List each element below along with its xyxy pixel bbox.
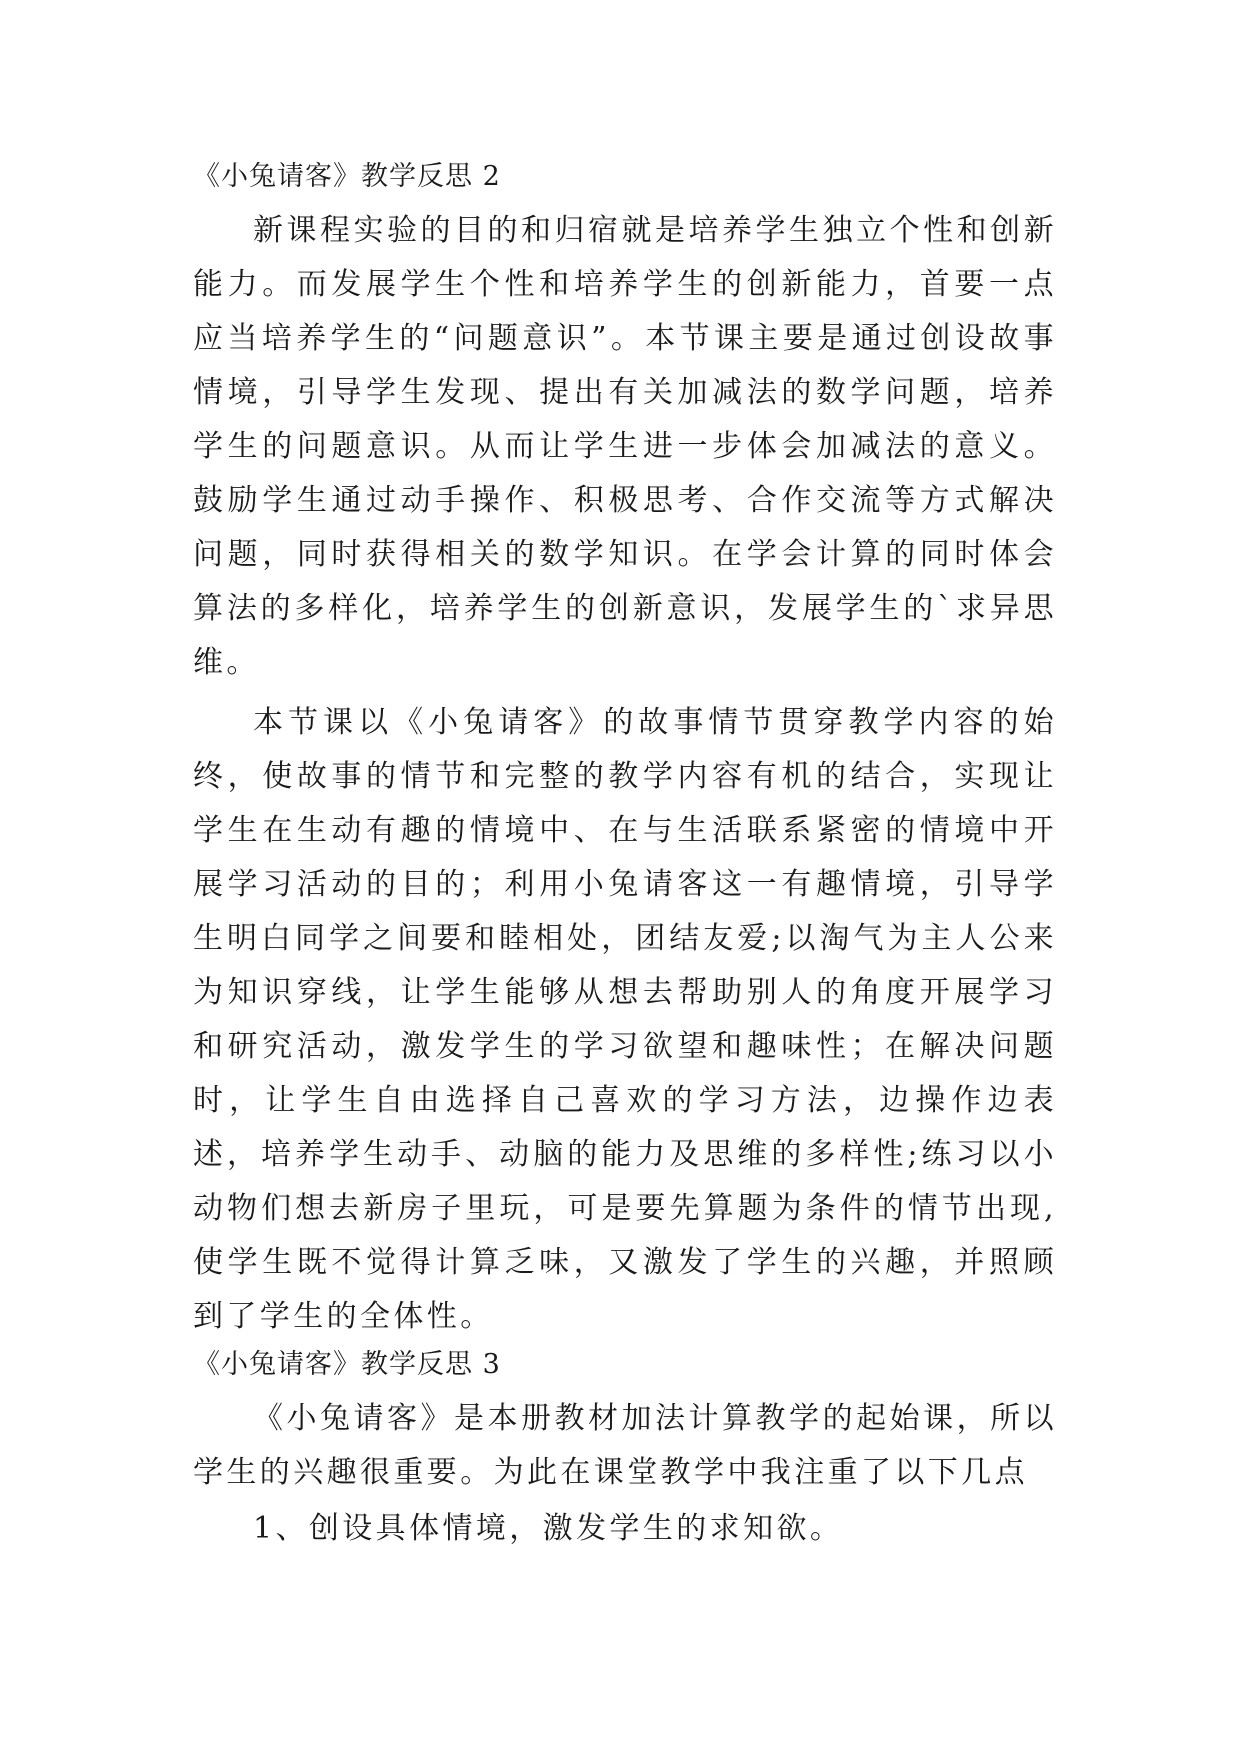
list-item: 1、创设具体情境，激发学生的求知欲。 xyxy=(253,1511,844,1546)
paragraph: 《小兔请客》是本册教材加法计算教学的起始课，所以学生的兴趣很重要。为此在课堂教学中我注重了以下几点 xyxy=(193,1401,1057,1490)
section-heading-2: 《小兔请客》教学反思 2 xyxy=(193,161,501,192)
paragraph: 新课程实验的目的和归宿就是培养学生独立个性和创新能力。而发展学生个性和培养学生的创新能力，首要一点应当培养学生的“问题意识”。本节课主要是通过创设故事情境，引导学生发现、提出有关加减法的数学问题，培养学生的问题意识。从而让学生进一步体会加减法的意义。鼓励学生通过动手操作、积极思考、合作交流等方式解决问题，同时获得相关的数学知识。在学会计算的同时体会算法的多样化，培养学生的创新意识，发展学生的`求异思维。 xyxy=(193,213,1057,680)
section-heading-3: 《小兔请客》教学反思 3 xyxy=(193,1349,501,1380)
paragraph: 本节课以《小兔请客》的故事情节贯穿教学内容的始终，使故事的情节和完整的教学内容有机的结合，实现让学生在生动有趣的情境中、在与生活联系紧密的情境中开展学习活动的目的；利用小兔请客这一有趣情境，引导学生明白同学之间要和睦相处，团结友爱;以淘气为主人公来为知识穿线，让学生能够从想去帮助别人的角度开展学习和研究活动，激发学生的学习欲望和趣味性；在解决问题时，让学生自由选择自己喜欢的学习方法，边操作边表述，培养学生动手、动脑的能力及思维的多样性;练习以小动物们想去新房子里玩，可是要先算题为条件的情节出现,使学生既不觉得计算乏味，又激发了学生的兴趣，并照顾到了学生的全体性。 xyxy=(193,705,1057,1334)
document-body xyxy=(193,158,1057,1556)
